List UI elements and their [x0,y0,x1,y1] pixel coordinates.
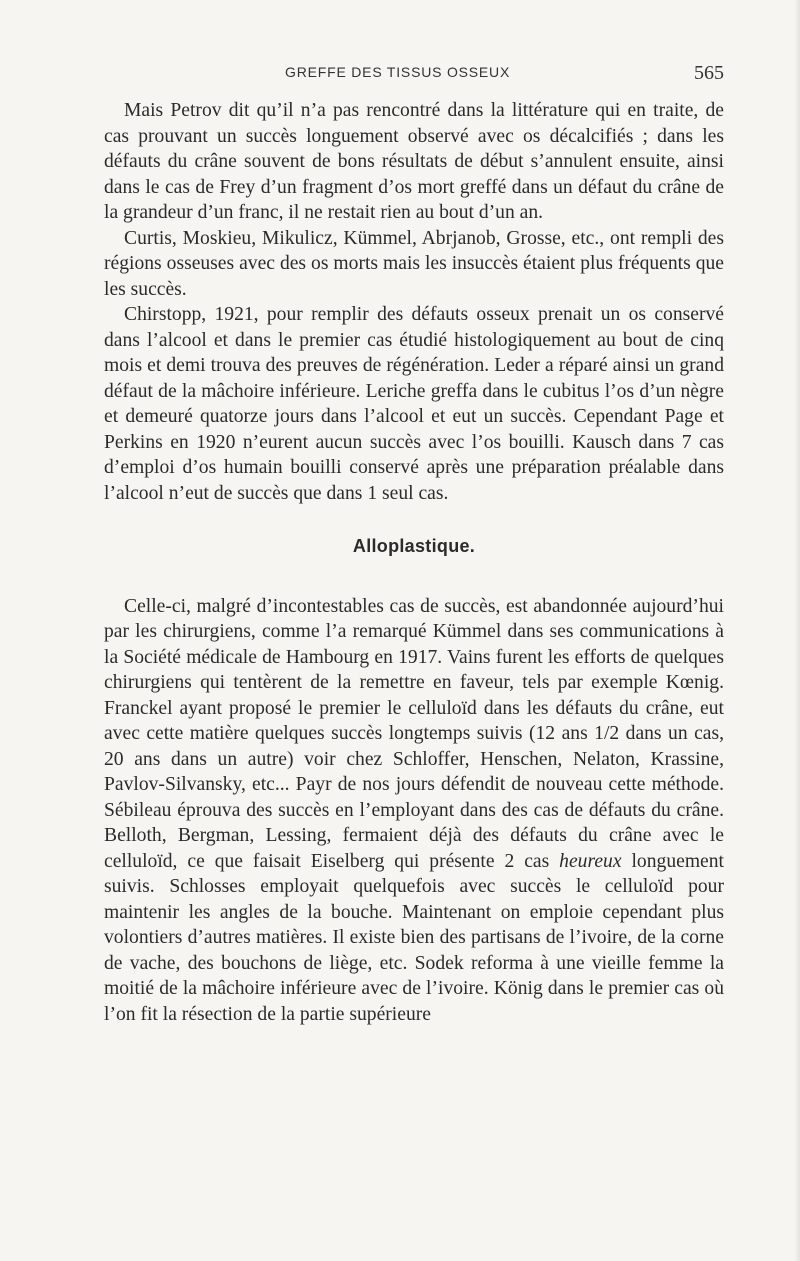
body-text [104,98,724,1027]
section-heading: Alloplastique. [352,536,476,556]
running-title: GREFFE DES TISSUS OSSEUX [285,64,511,80]
paragraph: Chirstopp, 1921, pour remplir des défauts osseux prenait un os conservé dans l’alcool et dans le premier cas étudié histologiquement au bout de cinq mois et demi trouva des preuves de régénération. Leder a réparé ainsi un grand défaut de la mâchoire inférieure. Leriche greffa dans le cubitus l’os d’un nègre et demeuré quatorze jours dans l’alcool et eut un succès. Cependant Page et Perkins en 1920 n’eurent aucun succès avec l’os bouilli. Kausch dans 7 cas d’emploi d’os humain bouilli conservé après une préparation préalable dans l’alcool n’eut de succès que dans 1 seul cas. [104,304,724,504]
paragraph [104,594,724,1028]
paragraph-text: longuement suivis. Schlosses employait quelquefois avec succès le celluloïd pour maintenir les angles de la bouche. Maintenant on emploie cependant plus volontiers d’autres matières. Il existe bien des partisans de l’ivoire, de la corne de vache, des bouchons de liège, etc. Sodek reforma à une vieille femme la moitié de la mâchoire inférieure avec de l’ivoire. König dans le premier cas où l’on fit la résection de la partie supérieure [104,850,724,1025]
page-edge-shadow [794,0,800,1261]
paragraph: Mais Petrov dit qu’il n’a pas rencontré dans la littérature qui en traite, de cas prouvant un succès longuement observé avec os décalcifiés ; dans les défauts du crâne souvent de bons résultats de début s’annulent ensuite, ainsi dans le cas de Frey d’un fragment d’os mort greffé dans un défaut du crâne de la grandeur d’un franc, il ne restait rien au bout d’un an. [104,100,724,223]
italic-word: heureux [559,850,622,872]
page-header [104,62,724,86]
page-number: 565 [694,62,724,84]
paragraph: Curtis, Moskieu, Mikulicz, Kümmel, Abrjanob, Grosse, etc., ont rempli des régions osseuses avec des os morts mais les insuccès étaient plus fréquents que les succès. [104,227,724,300]
paragraph-text: Celle-ci, malgré d’incontestables cas de succès, est abandonnée aujourd’hui par les chirurgiens, comme l’a remarqué Kümmel dans ses communications à la Société médicale de Hambourg en 1917. Vains furent les efforts de quelques chirurgiens qui tentèrent de la remettre en faveur, tels par exemple Kœnig. Franckel ayant proposé le premier le celluloïd dans les défauts du crâne, eut avec cette matière quelques succès longtemps suivis (12 ans 1/2 dans un cas, 20 ans dans un autre) voir chez Schloffer, Henschen, Nelaton, Krassine, Pavlov-Silvansky, etc... Payr de nos jours défendit de nouveau cette méthode. Sébileau éprouva des succès en l’employant dans des cas de défauts du crâne. Belloth, Bergman, Lessing, fermaient déjà des défauts du crâne avec le celluloïd, ce que faisait Eiselberg qui présente 2 cas [104,595,724,872]
